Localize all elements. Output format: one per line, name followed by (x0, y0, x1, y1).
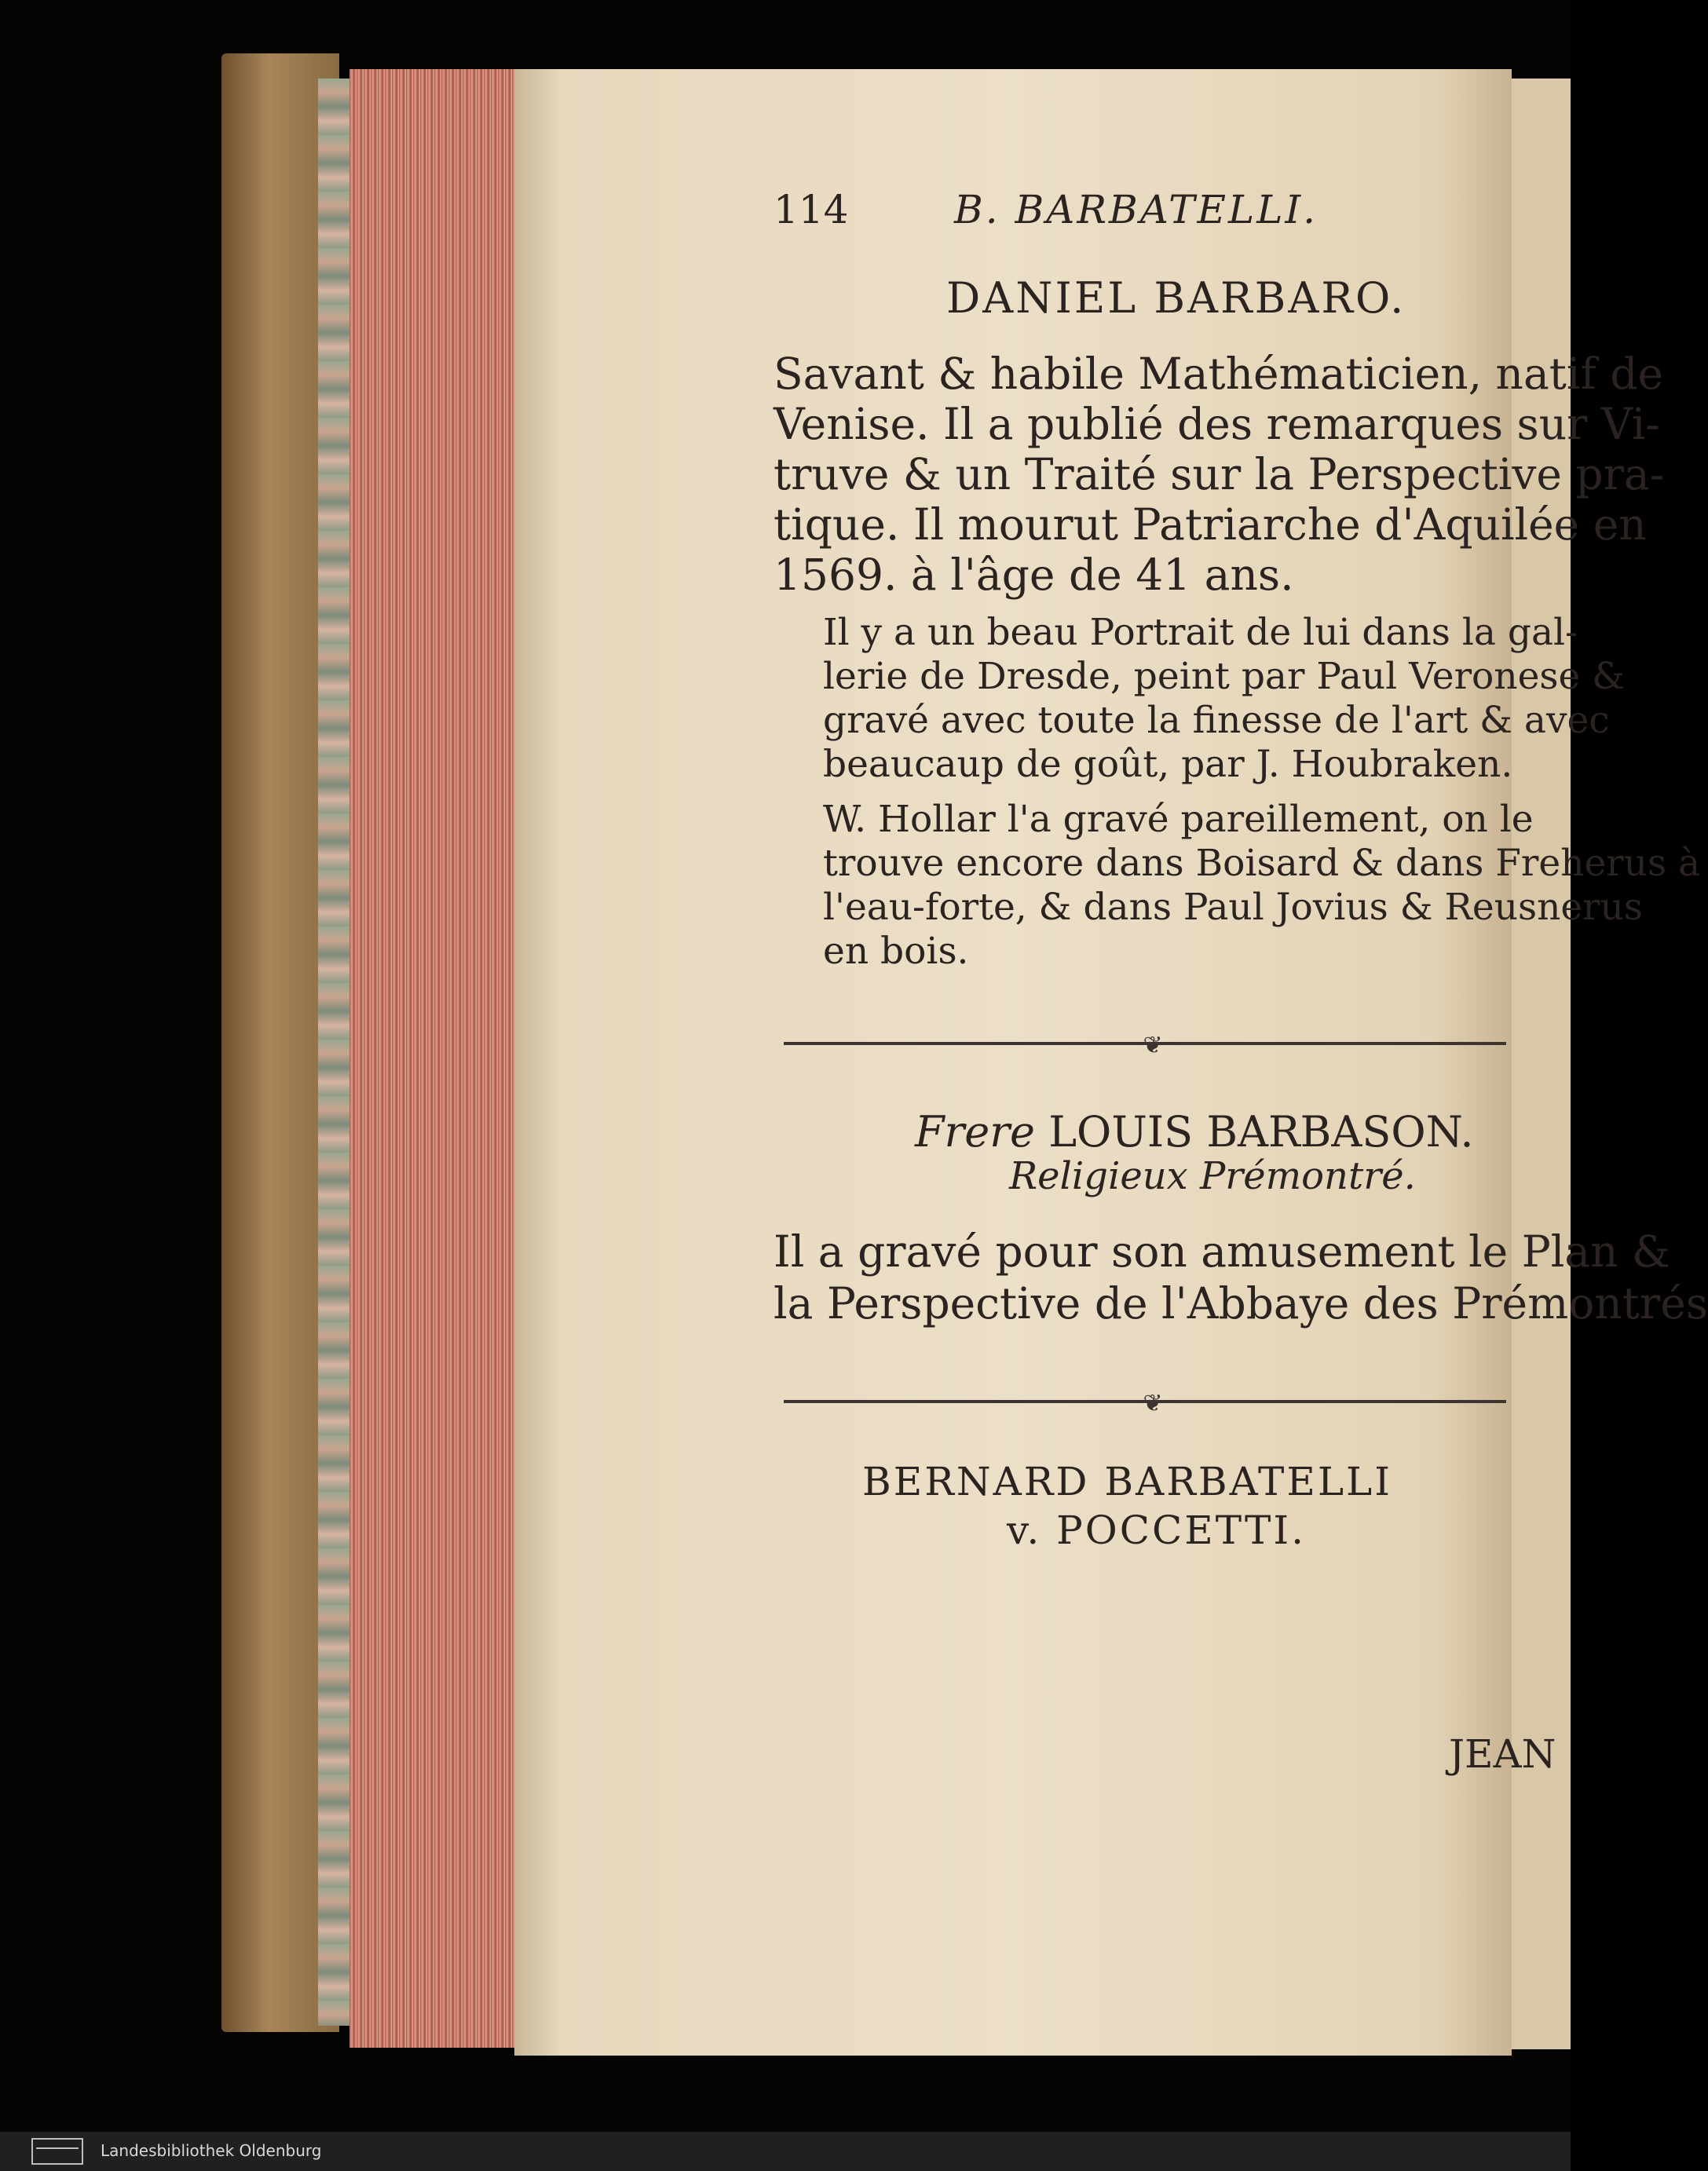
entry-line: Venise. Il a publié des remarques sur Vi- (774, 399, 1660, 449)
entry-line: gravé avec toute la finesse de l'art & avec (823, 699, 1610, 742)
entry-line: 1569. à l'âge de 41 ans. (774, 550, 1294, 600)
ornamental-rule (784, 1390, 1506, 1417)
running-head: B. BARBATELLI. (954, 187, 1318, 232)
footer-bar (0, 2132, 1571, 2171)
entry-line: beaucaup de goût, par J. Houbraken. (823, 743, 1513, 786)
entry-title-barbatelli: BERNARD BARBATELLI (862, 1459, 1392, 1504)
library-name: Landesbibliothek Oldenburg (101, 2141, 322, 2160)
library-building-icon (31, 2138, 83, 2165)
entry-line: trouve encore dans Boisard & dans Freherus à (823, 842, 1701, 885)
entry-line: la Perspective de l'Abbaye des Prémontrés (774, 1278, 1708, 1329)
entry-line: truve & un Traité sur la Perspective pra- (774, 449, 1665, 499)
ornament-icon: ❦ (1143, 1032, 1163, 1059)
entry-title-barbaro: DANIEL BARBARO. (946, 273, 1406, 323)
entry-title-barbason (915, 1107, 1474, 1157)
entry-line: l'eau-forte, & dans Paul Jovius & Reusnerus (823, 886, 1644, 929)
title-prefix: Frere (915, 1107, 1036, 1157)
page-number: 114 (774, 187, 849, 232)
entry-subtitle: Religieux Prémontré. (1009, 1154, 1416, 1198)
entry-cross-reference: v. POCCETTI. (1007, 1508, 1307, 1553)
title-name: LOUIS BARBASON. (1048, 1107, 1474, 1157)
entry-line: tique. Il mourut Patriarche d'Aquilée en (774, 499, 1647, 550)
entry-line: Il a gravé pour son amusement le Plan & (774, 1226, 1670, 1277)
entry-line: Il y a un beau Portrait de lui dans la gal- (823, 611, 1578, 654)
ornamental-rule (784, 1032, 1506, 1059)
ornament-icon: ❦ (1143, 1390, 1163, 1417)
catchword: JEAN (1449, 1731, 1556, 1777)
entry-line: W. Hollar l'a gravé pareillement, on le (823, 798, 1534, 841)
entry-line: Savant & habile Mathématicien, natif de (774, 349, 1664, 399)
marbled-endpaper (318, 79, 349, 2026)
entry-line: en bois. (823, 930, 969, 973)
entry-line: lerie de Dresde, peint par Paul Veronese & (823, 655, 1626, 698)
page-edges (349, 69, 514, 2048)
